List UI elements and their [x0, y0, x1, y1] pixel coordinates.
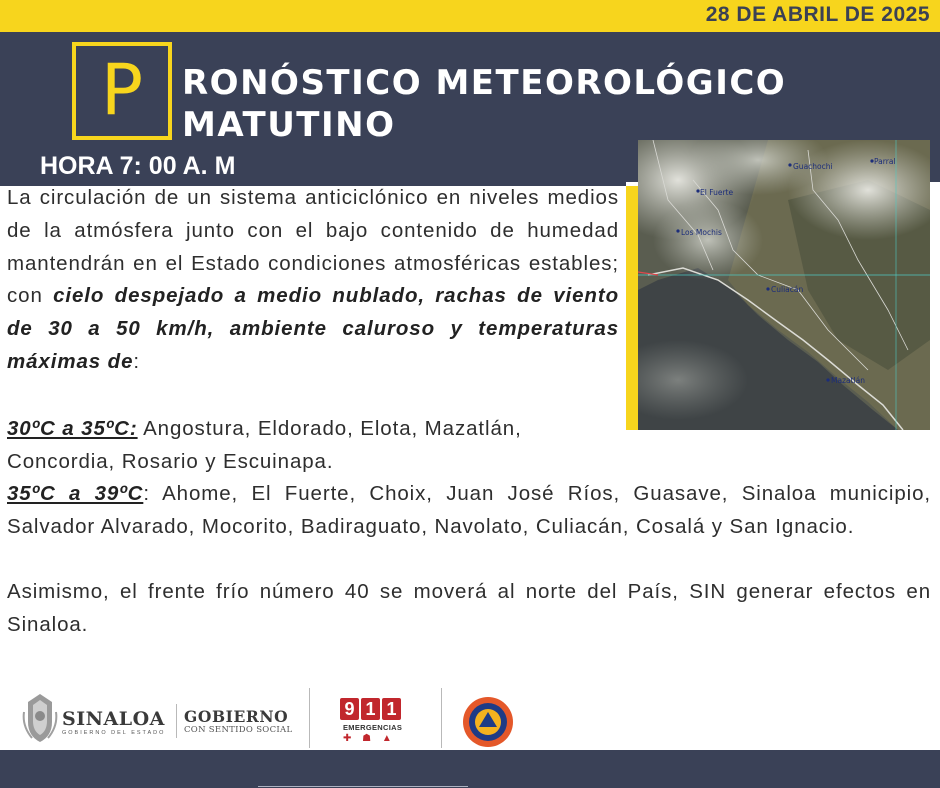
gobierno-logo-text: GOBIERNO: [184, 707, 289, 726]
sinaloa-logo-text: SINALOA: [62, 708, 165, 730]
range-1-places: Angostura, Eldorado, Elota, Mazatlán, Concordia, Rosario y Escuinapa.: [7, 417, 522, 473]
forecast-highlight: cielo despejado a medio nublado, rachas de viento de 30 a 50 km/h, ambiente caluroso y temperaturas máximas de: [7, 284, 619, 373]
forecast-time: HORA 7: 00 A. M: [40, 152, 236, 180]
temperature-range-2: [7, 478, 931, 544]
logos-strip: [0, 680, 940, 750]
proteccion-civil-icon: [462, 696, 514, 748]
sinaloa-coat-of-arms: [22, 692, 58, 746]
date-label: 28 DE ABRIL DE 2025: [705, 3, 930, 26]
emergency-symbols-icon: ✚ ☗ ▲: [343, 733, 396, 744]
forecast-intro-end: :: [133, 349, 140, 373]
range-2-label: 35ºC a 39ºC: [7, 482, 144, 505]
title-line-1: RONÓSTICO METEOROLÓGICO: [182, 63, 787, 103]
title-initial-box: [72, 42, 172, 140]
map-label-mazatlan: Mazatlán: [831, 376, 865, 385]
logo-divider: [176, 704, 177, 738]
forecast-intro: [7, 182, 619, 379]
title-initial: P: [100, 49, 144, 131]
emergencias-label: EMERGENCIAS: [343, 723, 403, 732]
forecast-closing: Asimismo, el frente frío número 40 se moverá al norte del País, SIN generar efectos en Sinaloa.: [7, 580, 931, 636]
logo-divider: [441, 688, 442, 748]
footer-line: [258, 786, 468, 787]
emergency-911-logo: [340, 698, 403, 720]
range-1-label: 30ºC a 35ºC:: [7, 417, 138, 440]
temperature-range-1: [7, 413, 619, 479]
map-label-los-mochis: Los Mochis: [681, 228, 722, 237]
map-label-culiacan: Culiacán: [771, 285, 804, 294]
forecast-intro-text: La circulación de un sistema anticiclónico en niveles medios de la atmósfera junto con el bajo contenido de humedad mantendrán en el Estado condiciones atmosféricas estables; con: [7, 186, 619, 308]
range-2-places: : Ahome, El Fuerte, Choix, Juan José Ríos, Guasave, Sinaloa municipio, Salvador Alvarado, Mocorito, Badiraguato, Navolato, Culiacán, Cosalá y San Ignacio.: [7, 482, 931, 538]
map-label-parral: Parral: [874, 157, 896, 166]
date-bar: [0, 0, 940, 32]
title-line-2: MATUTINO: [182, 105, 396, 145]
digit-9: 9: [340, 698, 359, 720]
footer-bar: [0, 750, 940, 788]
map-label-guachochi: Guachochi: [793, 162, 833, 171]
sinaloa-logo-subtext: GOBIERNO DEL ESTADO: [62, 730, 166, 736]
digit-1: 1: [361, 698, 380, 720]
gobierno-logo-subtext: CON SENTIDO SOCIAL: [184, 725, 293, 735]
map-label-el-fuerte: El Fuerte: [700, 188, 734, 197]
page-title: [182, 62, 786, 146]
satellite-image: [638, 140, 930, 430]
satellite-map-graphic: [638, 140, 930, 430]
logo-divider: [309, 688, 310, 748]
digit-1: 1: [382, 698, 401, 720]
